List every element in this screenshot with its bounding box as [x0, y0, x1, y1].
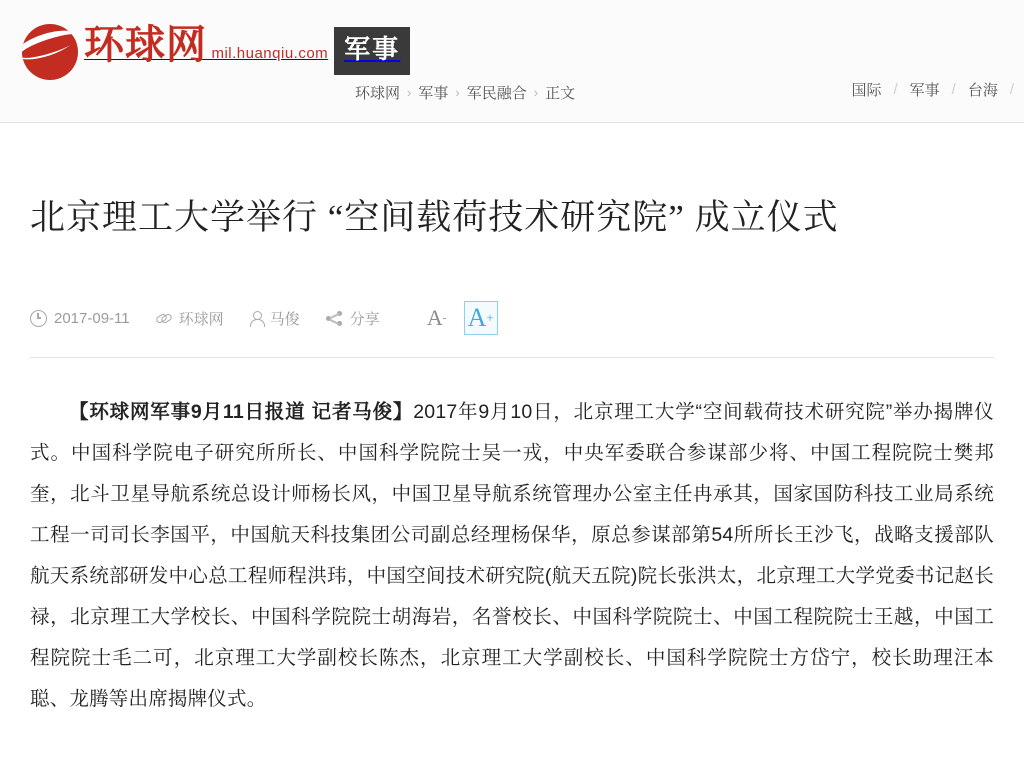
font-size-controls [420, 301, 498, 335]
clock-icon [30, 310, 47, 327]
decrease-font-size-button[interactable] [420, 301, 454, 335]
article-source-text: 环球网 [178, 310, 224, 328]
breadcrumb-separator-icon: › [455, 85, 460, 100]
share-icon [326, 311, 343, 326]
logo-wordmark [84, 22, 328, 68]
globe-icon [22, 24, 78, 80]
user-icon [250, 311, 263, 326]
top-nav-divider: / [951, 81, 956, 98]
share-button[interactable] [326, 308, 380, 329]
breadcrumb-item-3[interactable]: 正文 [545, 85, 576, 102]
link-icon [156, 311, 172, 325]
share-label: 分享 [349, 310, 380, 328]
article-body [30, 392, 994, 720]
breadcrumb [355, 82, 575, 103]
article-date [30, 310, 130, 327]
site-header [0, 0, 1024, 123]
decrease-font-letter: A [426, 305, 443, 330]
article-source[interactable] [156, 308, 224, 329]
article-lead: 【环球网军事9月11日报道 记者马俊】 [69, 401, 414, 423]
article-paragraph [30, 392, 994, 720]
increase-font-letter: A [467, 303, 487, 332]
article-paragraph-text: 2017年9月10日，北京理工大学“空间载荷技术研究院”举办揭牌仪式。中国科学院电子研究所所长、中国科学院院士吴一戎，中央军委联合参谋部少将、中国工程院院士樊邦奎，北斗卫星导航系统总设计师杨长风，中国卫星导航系统管理办公室主任冉承其，国家国防科技工业局系统工程一司司长李国平，中国航天科技集团公司副总经理杨保华，原总参谋部第54所所长王沙飞，战略支援部队航天系统部研发中心总工程师程洪玮，中国空间技术研究院(航天五院)院长张洪太，北京理工大学党委书记赵长禄，北京理工大学校长、中国科学院院士胡海岩，名誉校长、中国科学院院士、中国工程院院士王越，中国工程院院士毛二可，北京理工大学副校长陈杰，北京理工大学副校长、中国科学院院士方岱宁，校长助理汪本聪、龙腾等出席揭牌仪式。 [30, 401, 994, 710]
article-meta-bar [30, 293, 994, 358]
article [0, 123, 1024, 720]
page-title: 北京理工大学举行 “空间载荷技术研究院” 成立仪式 [30, 198, 839, 237]
increase-font-size-button[interactable] [464, 301, 498, 335]
breadcrumb-item-0[interactable]: 环球网 [355, 85, 401, 102]
top-nav-item-taihai[interactable]: 台海 [967, 82, 998, 99]
top-nav-divider: / [893, 81, 898, 98]
top-nav-divider: / [1009, 81, 1014, 98]
top-nav [849, 79, 1024, 100]
top-nav-item-military[interactable]: 军事 [909, 82, 940, 99]
article-author [250, 308, 300, 329]
breadcrumb-item-2[interactable]: 军民融合 [466, 85, 527, 102]
site-logo[interactable] [22, 24, 410, 80]
logo-url: mil.huanqiu.com [211, 45, 329, 62]
article-date-text: 2017-09-11 [54, 309, 130, 327]
increase-font-sign: + [486, 310, 494, 325]
logo-text: 环球网 [84, 23, 207, 67]
breadcrumb-separator-icon: › [533, 85, 539, 100]
decrease-font-sign: - [442, 312, 447, 324]
logo-section-tag: 军事 [334, 27, 410, 75]
article-author-text: 马俊 [269, 310, 300, 328]
breadcrumb-item-1[interactable]: 军事 [418, 85, 449, 102]
top-nav-item-international[interactable]: 国际 [851, 82, 882, 99]
breadcrumb-separator-icon: › [407, 85, 412, 100]
